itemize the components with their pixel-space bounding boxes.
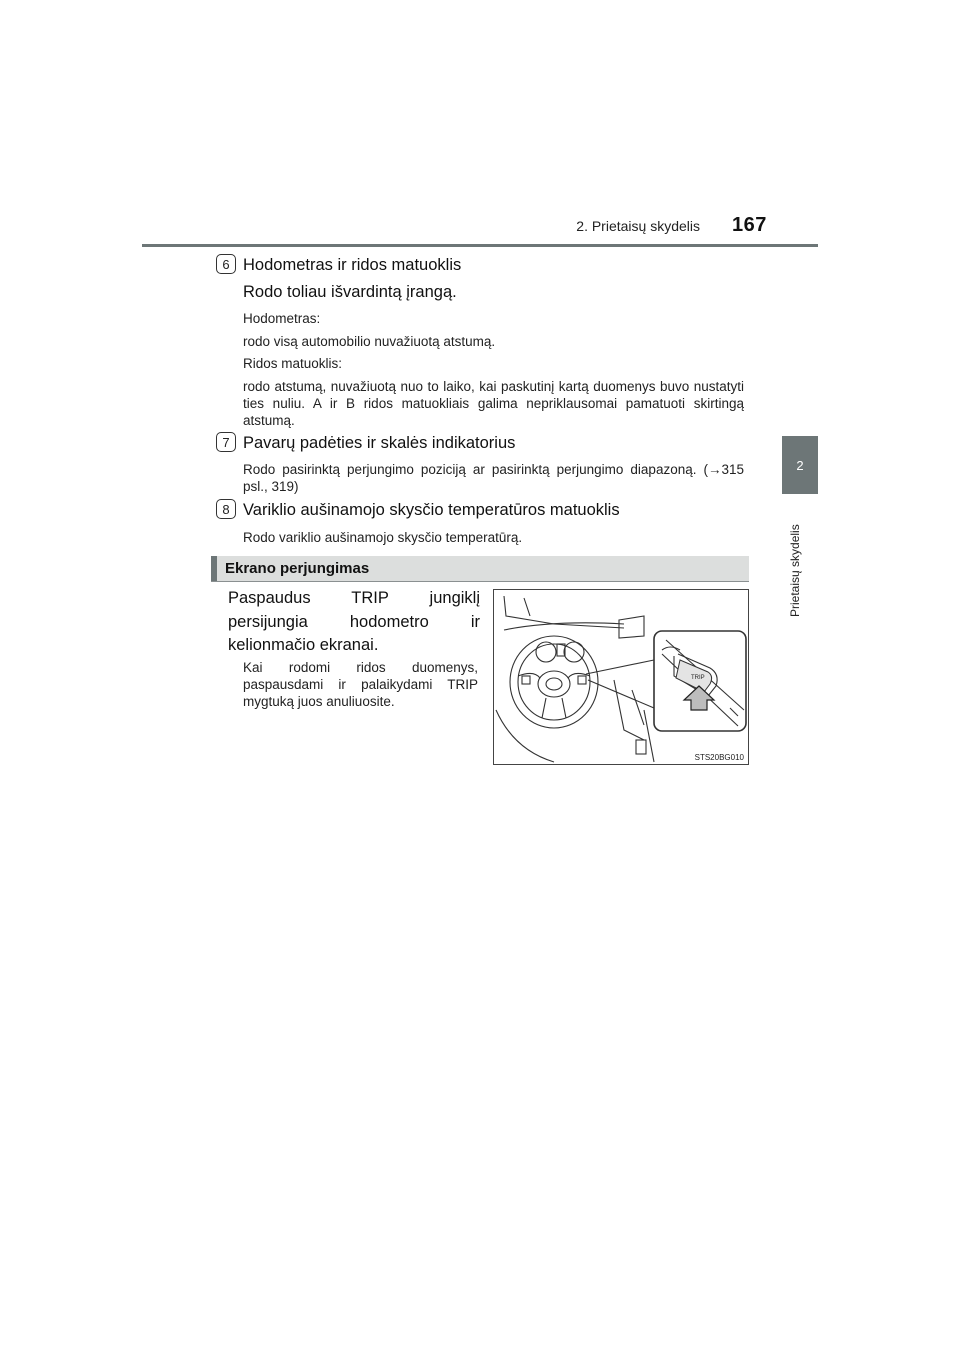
item-subtitle: Rodo toliau išvardintą įrangą. bbox=[243, 283, 457, 301]
figure-code: STS20BG010 bbox=[694, 753, 744, 762]
chapter-tab: 2 bbox=[782, 436, 818, 494]
item-line: Hodometras: bbox=[243, 311, 321, 326]
item-number-icon: 7 bbox=[216, 432, 236, 452]
trip-button-label: TRIP bbox=[691, 675, 705, 681]
item-title: Variklio aušinamojo skysčio temperatūros matuoklis bbox=[243, 501, 620, 519]
item-number-icon: 8 bbox=[216, 499, 236, 519]
item-title: Hodometras ir ridos matuoklis bbox=[243, 256, 462, 274]
chapter-label-text: Prietaisų skydelis bbox=[788, 524, 802, 617]
header-section-title: 2. Prietaisų skydelis bbox=[576, 218, 700, 234]
section-header bbox=[211, 556, 749, 581]
item-title: Pavarų padėties ir skalės indikatorius bbox=[243, 434, 516, 452]
section-underline bbox=[211, 581, 749, 582]
item-text: Rodo pasirinktą perjungimo poziciją ar pasirinktą perjungimo diapazoną. (→315 psl., 319) bbox=[243, 462, 744, 494]
page-number: 167 bbox=[732, 214, 767, 236]
item-line: rodo visą automobilio nuvažiuotą atstumą. bbox=[243, 334, 496, 349]
header-rule bbox=[142, 244, 818, 247]
item-number-icon: 6 bbox=[216, 254, 236, 274]
section-accent bbox=[211, 556, 217, 581]
item-text: Rodo variklio aušinamojo skysčio temperatūrą. bbox=[243, 530, 523, 545]
item-line: Ridos matuoklis: bbox=[243, 356, 343, 371]
section-paragraph: Paspaudus TRIP jungiklį persijungia hodometro ir kelionmačio ekranai. bbox=[228, 589, 480, 654]
section-note: Kai rodomi ridos duomenys, paspausdami ir palaikydami TRIP mygtuką juos anuliuosite. bbox=[243, 660, 478, 709]
chapter-label bbox=[786, 505, 806, 625]
item-line: rodo atstumą, nuvažiuotą nuo to laiko, kai paskutinį kartą duomenys buvo nustatyti ties nuliu. A ir B ridos matuokliais galima nepriklausomai pamatuoti skirtingą atstumą. bbox=[243, 379, 744, 428]
section-title: Ekrano perjungimas bbox=[225, 560, 370, 577]
trip-button-illustration bbox=[493, 589, 749, 765]
dashboard-drawing bbox=[494, 590, 748, 764]
